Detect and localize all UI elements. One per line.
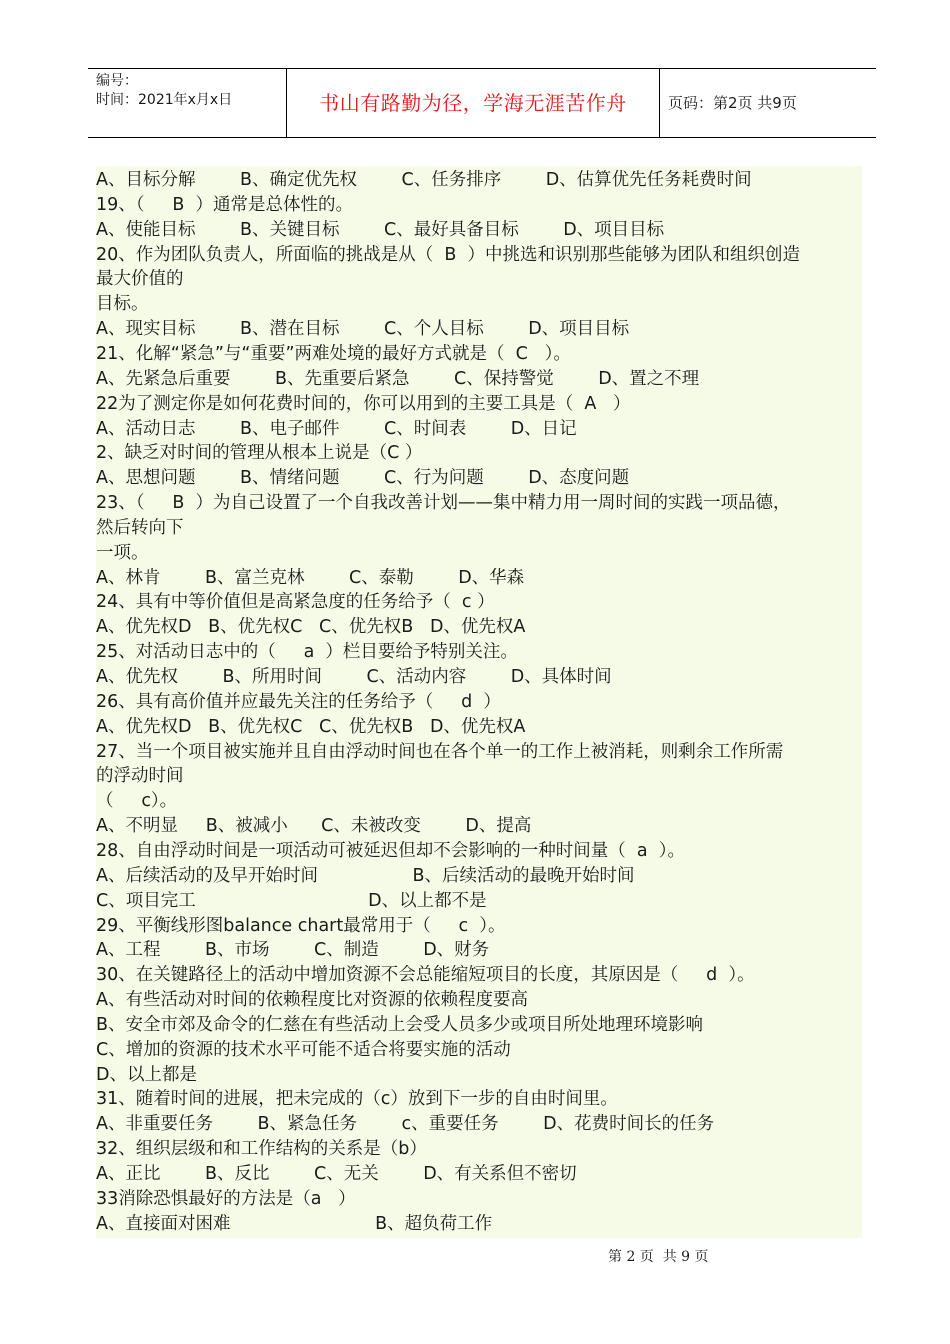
text-line: A、有些活动对时间的依赖程度比对资源的依赖程度要高	[96, 990, 528, 1011]
text-line: B、安全市郊及命令的仁慈在有些活动上会受人员多少或项目所处地理环境影响	[96, 1014, 704, 1035]
text-line: 一项。	[96, 542, 149, 563]
text-line: A、目标分解 B、确定优先权 C、任务排序 D、估算优先任务耗费时间	[96, 170, 752, 190]
text-line: A、正比 B、反比 C、无关 D、有关系但不密切	[96, 1164, 577, 1184]
footer-page-number: 第 2 页 共 9 页	[608, 1249, 709, 1265]
text-line: 21、化解“紧急”与“重要”两难处境的最好方式就是（ C ）。	[96, 343, 571, 364]
text-line: 19、（ B ）通常是总体性的。	[96, 194, 353, 215]
text-line: A、后续活动的及早开始时间 B、后续活动的最晚开始时间	[96, 865, 635, 886]
header-meta-cell	[88, 69, 287, 137]
text-line: 目标。	[96, 294, 149, 315]
time-label: 时间：2021年x月x日	[96, 92, 233, 108]
text-line: A、直接面对困难 B、超负荷工作	[96, 1213, 493, 1234]
text-line: A、优先权D B、优先权C C、优先权B D、优先权A	[96, 716, 526, 737]
text-line: 27、当一个项目被实施并且自由浮动时间也在各个单一的工作上被消耗，则剩余工作所需	[96, 741, 784, 762]
text-line: 24、具有中等价值但是高紧急度的任务给予（ c ）	[96, 592, 495, 613]
text-line: A、非重要任务 B、紧急任务 c、重要任务 D、花费时间长的任务	[96, 1114, 715, 1135]
text-line: A、优先权D B、优先权C C、优先权B D、优先权A	[96, 617, 526, 638]
text-line: A、工程 B、市场 C、制造 D、财务	[96, 940, 490, 961]
header-page-label: 页码：第2页 共9页	[668, 94, 797, 112]
text-line: A、不明显 B、被减小 C、未被改变 D、提高	[96, 816, 532, 837]
text-line: A、使能目标 B、关键目标 C、最好具备目标 D、项目目标	[96, 219, 665, 240]
text-line: 20、作为团队负责人，所面临的挑战是从（ B ）中挑选和识别那些能够为团队和组织创造	[96, 244, 801, 265]
text-line: D、以上都是	[96, 1064, 197, 1085]
text-line: 的浮动时间	[96, 766, 184, 787]
text-line: 31、随着时间的进展，把未完成的（c）放到下一步的自由时间里。	[96, 1089, 618, 1110]
text-line: 30、在关键路径上的活动中增加资源不会总能缩短项目的长度，其原因是（ d ）。	[96, 965, 755, 986]
text-line: 32、组织层级和和工作结构的关系是（b）	[96, 1139, 427, 1160]
page-header	[88, 68, 876, 138]
text-line: 2、缺乏对时间的管理从根本上说是（C ）	[96, 443, 423, 464]
text-line: 33消除恐惧最好的方法是（a ）	[96, 1188, 356, 1209]
text-line: C、项目完工 D、以上都不是	[96, 890, 487, 911]
text-line: A、林肯 B、富兰克林 C、泰勒 D、华森	[96, 567, 525, 588]
text-line: 最大价值的	[96, 269, 184, 290]
text-line: 25、对活动日志中的（ a ）栏目要给予特别关注。	[96, 642, 518, 663]
text-line: 28、自由浮动时间是一项活动可被延迟但却不会影响的一种时间量（ a ）。	[96, 840, 685, 861]
text-line: A、优先权 B、所用时间 C、活动内容 D、具体时间	[96, 667, 612, 687]
text-line: A、活动日志 B、电子邮件 C、时间表 D、日记	[96, 418, 577, 439]
text-line: A、现实目标 B、潜在目标 C、个人目标 D、项目目标	[96, 319, 630, 340]
text-line: 23、（ B ）为自己设置了一个自我改善计划——集中精力用一周时间的实践一项品德，	[96, 493, 791, 514]
text-line: A、先紧急后重要 B、先重要后紧急 C、保持警觉 D、置之不理	[96, 368, 700, 389]
text-line: 29、平衡线形图balance chart最常用于（ c ）。	[96, 915, 506, 936]
text-line: 26、具有高价值并应最先关注的任务给予（ d ）	[96, 691, 501, 712]
text-line: C、增加的资源的技术水平可能不适合将要实施的活动	[96, 1039, 511, 1060]
number-label: 编号：	[96, 73, 138, 89]
text-line: A、思想问题 B、情绪问题 C、行为问题 D、态度问题	[96, 468, 630, 489]
text-line: 22为了测定你是如何花费时间的，你可以用到的主要工具是（ A ）	[96, 393, 631, 414]
header-motto: 书山有路勤为径，学海无涯苦作舟	[287, 69, 660, 137]
text-line: 然后转向下	[96, 517, 184, 538]
text-line: （ c）。	[96, 791, 178, 812]
